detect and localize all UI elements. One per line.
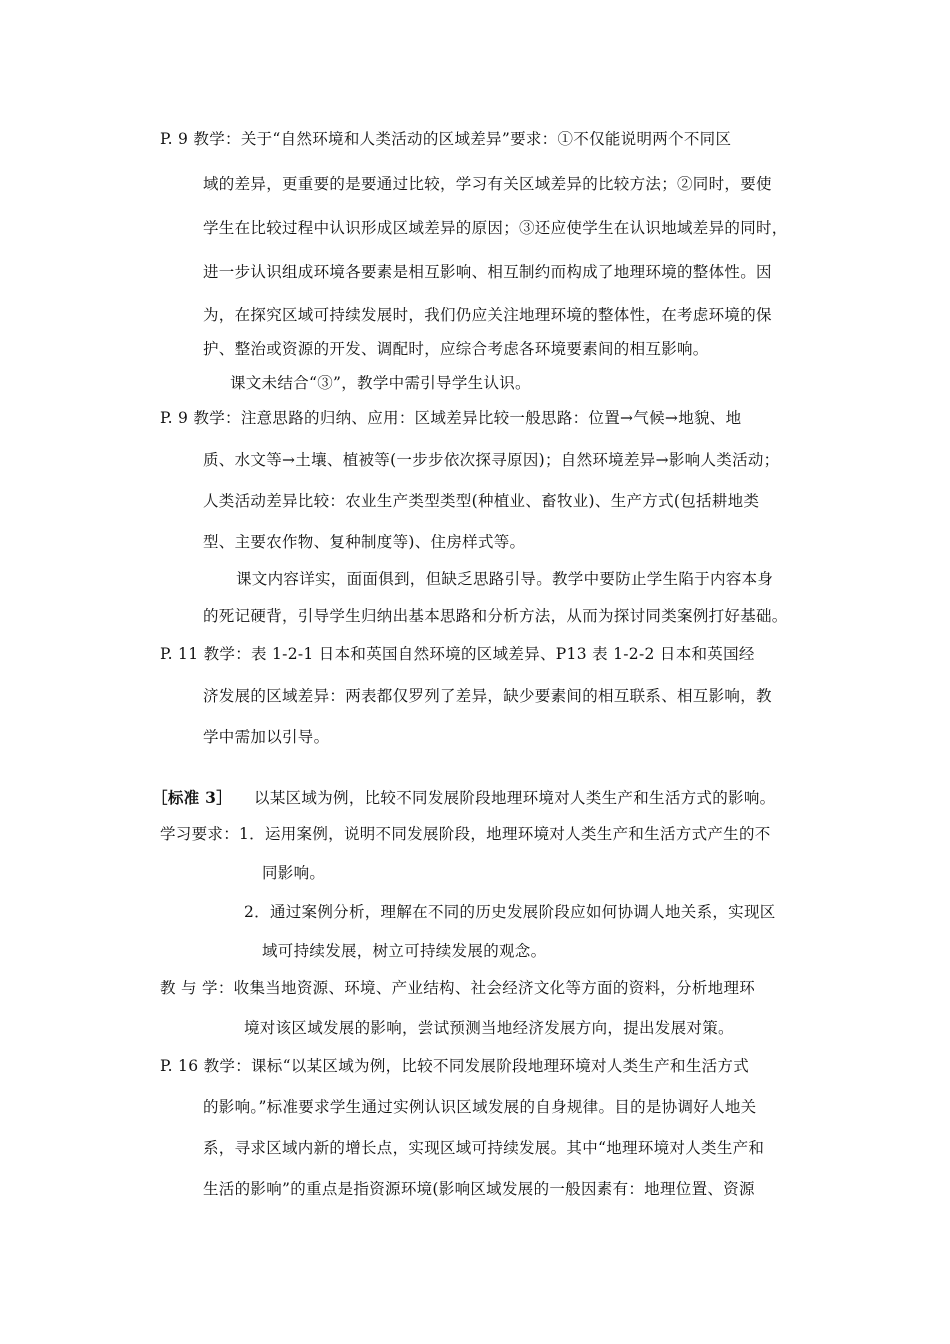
text-line: 质、水文等→土壤、植被等(一步步依次探寻原因)；自然环境差异→影响人类活动； xyxy=(203,451,780,469)
text-line: 同影响。 xyxy=(262,864,326,882)
text-line: 学习要求：1．运用案例，说明不同发展阶段，地理环境对人类生产和生活方式产生的不 xyxy=(160,825,771,843)
text-line: 学生在比较过程中认识形成区域差异的原因；③还应使学生在认识地域差异的同时， xyxy=(203,219,788,237)
text-line: 的死记硬背，引导学生归纳出基本思路和分析方法，从而为探讨同类案例打好基础。 xyxy=(203,607,788,625)
text-line: P. 11 教学：表 1-2-1 日本和英国自然环境的区域差异、P13 表 1-2-2 日本和英国经 xyxy=(160,645,755,663)
text-line: 进一步认识组成环境各要素是相互影响、相互制约而构成了地理环境的整体性。因 xyxy=(203,263,772,281)
text-line: 课文内容详实，面面俱到，但缺乏思路引导。教学中要防止学生陷于内容本身 xyxy=(236,570,774,588)
bracket-open: ［ xyxy=(152,788,168,807)
text-line: 域的差异，更重要的是要通过比较，学习有关区域差异的比较方法；②同时，要使 xyxy=(203,175,772,193)
text-line: 人类活动差异比较：农业生产类型类型(种植业、畜牧业)、生产方式(包括耕地类 xyxy=(203,492,760,510)
text-line: 型、主要农作物、复种制度等)、住房样式等。 xyxy=(203,533,526,551)
text-line: 教 与 学：收集当地资源、环境、产业结构、社会经济文化等方面的资料，分析地理环 xyxy=(160,979,756,997)
text-line: 2．通过案例分析，理解在不同的历史发展阶段应如何协调人地关系，实现区 xyxy=(244,903,776,921)
bracket-close: ］ xyxy=(216,788,233,807)
text-line: 护、整治或资源的开发、调配时，应综合考虑各环境要素间的相互影响。 xyxy=(203,340,709,358)
text-line: 系，寻求区域内新的增长点，实现区域可持续发展。其中“地理环境对人类生产和 xyxy=(203,1139,765,1157)
standard-label: 标准 3 xyxy=(167,788,217,807)
text-line: 域可持续发展，树立可持续发展的观念。 xyxy=(262,942,547,960)
text-line: 学中需加以引导。 xyxy=(203,728,330,746)
text-line: 的影响。”标准要求学生通过实例认识区域发展的自身规律。目的是协调好人地关 xyxy=(203,1098,757,1116)
text-line: 生活的影响”的重点是指资源环境(影响区域发展的一般因素有：地理位置、资源 xyxy=(203,1180,755,1198)
text-line: 课文未结合“③”，教学中需引导学生认识。 xyxy=(230,374,531,392)
text-line: P. 16 教学：课标“以某区域为例，比较不同发展阶段地理环境对人类生产和生活方式 xyxy=(160,1057,750,1075)
text-line: 为，在探究区域可持续发展时，我们仍应关注地理环境的整体性，在考虑环境的保 xyxy=(203,306,772,324)
text-line: P. 9 教学：关于“自然环境和人类活动的区域差异”要求：①不仅能说明两个不同区 xyxy=(160,130,732,148)
text-line: 境对该区域发展的影响，尝试预测当地经济发展方向，提出发展对策。 xyxy=(244,1019,734,1037)
text-line: 济发展的区域差异：两表都仅罗列了差异，缺少要素间的相互联系、相互影响，教 xyxy=(203,687,772,705)
standard-3-heading xyxy=(152,787,775,809)
standard-title: 以某区域为例，比较不同发展阶段地理环境对人类生产和生活方式的影响。 xyxy=(254,789,776,807)
text-line: P. 9 教学：注意思路的归纳、应用：区域差异比较一般思路：位置→气候→地貌、地 xyxy=(160,409,742,427)
